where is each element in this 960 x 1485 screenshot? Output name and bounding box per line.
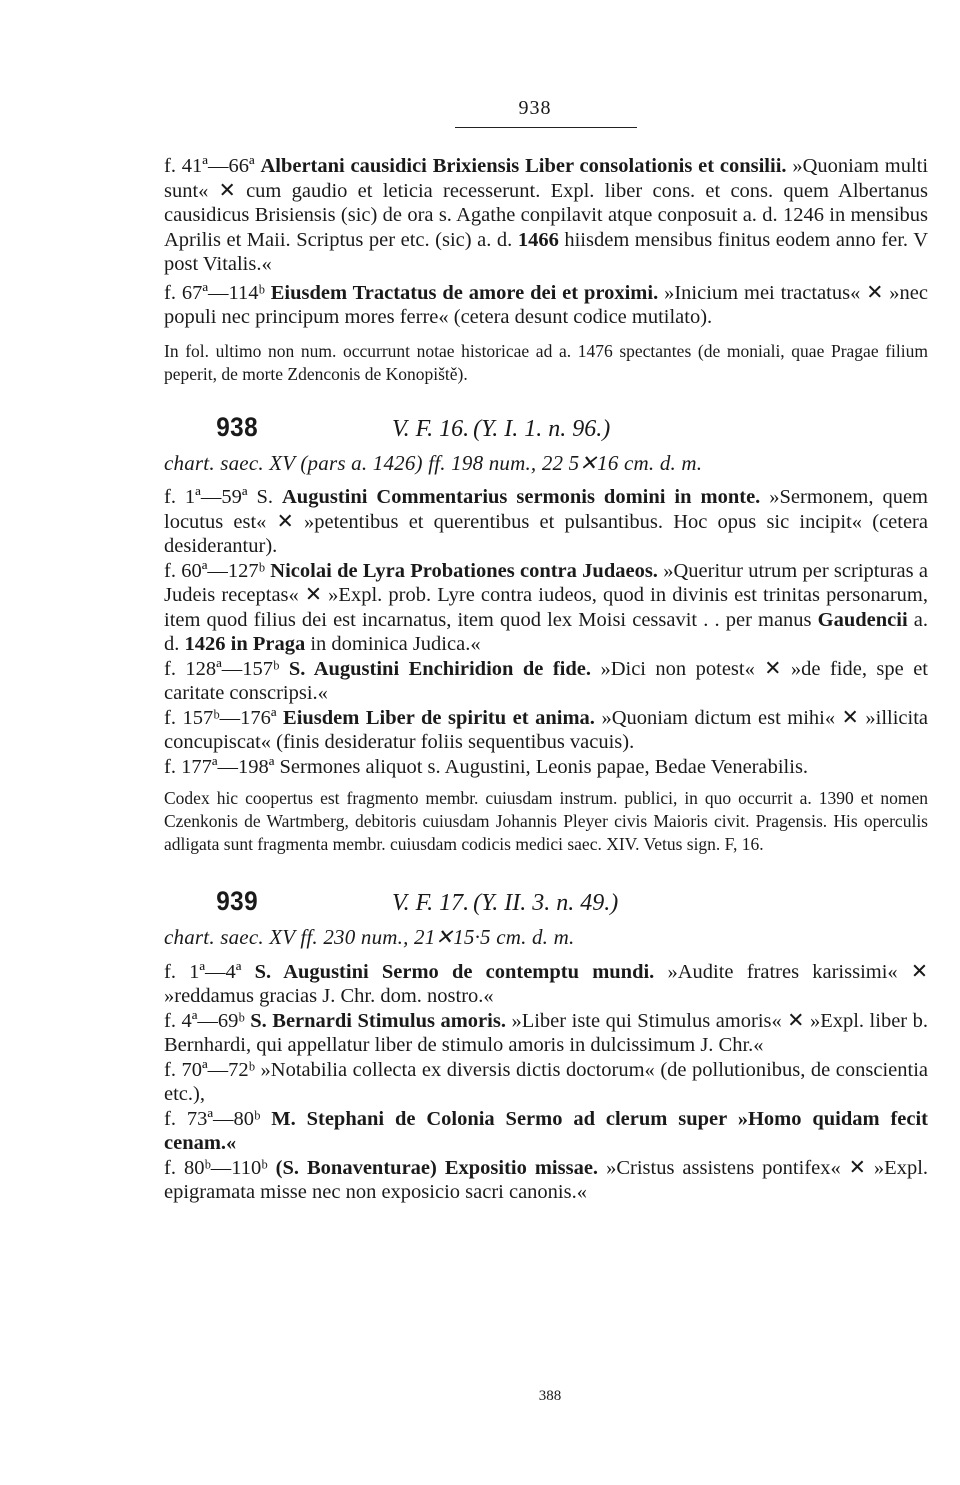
item-939-2 bbox=[164, 1009, 928, 1058]
work-title: Eiusdem Liber de spiritu et anima. bbox=[283, 706, 595, 729]
item-text: »Notabilia collecta ex diversis dictis doctorum« (de pollutionibus, de conscientia etc.), bbox=[164, 1058, 928, 1105]
item-text: hiisdem mensibus finitus eodem anno fer. V post Vitalis.« bbox=[164, 228, 928, 275]
item-text: »Inicium mei tractatus« ✕ »nec populi nec principum mores ferre« (cetera desunt codice mutilato). bbox=[164, 281, 929, 328]
folio-ref: f. 4ª—69ᵇ bbox=[164, 1009, 245, 1032]
shelfmark: V. F. 16. bbox=[392, 415, 470, 442]
folio-ref: f. 80ᵇ—110ᵇ bbox=[164, 1156, 268, 1179]
note-938 bbox=[164, 787, 928, 856]
item-938-5 bbox=[164, 755, 928, 780]
work-title: (S. Bonaventurae) Expositio missae. bbox=[275, 1156, 599, 1179]
bold-name: Gaudencii bbox=[817, 608, 908, 631]
work-title: S. Augustini Sermo de contemptu mundi. bbox=[254, 960, 655, 983]
item-text: »Dici non potest« ✕ »de fide, spe et caritate conscripsi.« bbox=[164, 657, 928, 704]
item-prev-1 bbox=[164, 154, 928, 277]
item-939-4 bbox=[164, 1107, 928, 1156]
item-text: a. d. bbox=[164, 608, 928, 655]
work-title: Augustini Commentarius sermonis domini in monte. bbox=[282, 486, 761, 508]
page-number-header: 938 bbox=[518, 97, 552, 119]
page-body bbox=[164, 92, 928, 1205]
work-title: S. Bernardi Stimulus amoris. bbox=[250, 1009, 506, 1032]
item-prev-2 bbox=[164, 281, 928, 330]
physical-description: chart. saec. XV (pars a. 1426) ff. 198 num., 22 5✕16 cm. d. m. bbox=[164, 450, 703, 475]
bold-year: 1466 bbox=[517, 228, 559, 251]
work-title: M. Stephani de Colonia Sermo ad clerum super »Homo quidam fecit cenam.« bbox=[164, 1107, 929, 1154]
work-title: Albertani causidici Brixiensis Liber consolationis et consilii. bbox=[260, 155, 787, 177]
item-text: Sermones aliquot s. Augustini, Leonis papae, Bedae Venerabilis. bbox=[279, 755, 809, 778]
folio-ref: f. 1ª—4ª bbox=[164, 960, 242, 983]
old-shelfmark: (Y. II. 3. n. 49.) bbox=[473, 890, 619, 916]
shelfmark: V. F. 17. bbox=[392, 890, 470, 916]
folio-ref: f. 67ª—114ᵇ bbox=[164, 281, 265, 304]
entry-number: 939 bbox=[216, 886, 259, 916]
item-text: »Cristus assistens pontifex« ✕ »Expl. epigramata misse nec non exposicio sacri canonis.« bbox=[164, 1156, 929, 1203]
folio-ref: f. 157ᵇ—176ª bbox=[164, 706, 277, 729]
item-text: »Quoniam multi sunt« ✕ cum gaudio et leticia recesserunt. Expl. liber cons. et cons. quem Albertanus causidicus Brisiensis (sic) de ora s. Agathe conpilavit atque conposuit a. d. 1246 in mensibus Aprilis et Maii. Scriptus per etc. (sic) a. d. bbox=[164, 155, 929, 251]
entry-938-head bbox=[164, 412, 928, 443]
physical-description: chart. saec. XV ff. 230 num., 21✕15·5 cm. d. m. bbox=[164, 925, 575, 949]
folio-ref: f. 1ª—59ª bbox=[164, 486, 248, 508]
entry-939-head bbox=[164, 886, 928, 917]
item-text: in dominica Judica.« bbox=[305, 633, 481, 655]
work-title: Eiusdem Tractatus de amore dei et proximi. bbox=[270, 281, 659, 304]
folio-ref: f. 177ª—198ª bbox=[164, 755, 275, 778]
item-938-2 bbox=[164, 559, 928, 657]
folio-ref: f. 128ª—157ᵇ bbox=[164, 657, 280, 680]
item-939-1 bbox=[164, 960, 928, 1009]
page-number-footer: 388 bbox=[538, 1388, 562, 1404]
old-shelfmark: (Y. I. 1. n. 96.) bbox=[473, 415, 611, 442]
folio-ref: f. 70ª—72ᵇ bbox=[164, 1058, 255, 1081]
note-prev bbox=[164, 340, 928, 386]
item-938-1 bbox=[164, 485, 928, 559]
work-title: Nicolai de Lyra Probationes contra Judaeos. bbox=[270, 559, 658, 582]
item-938-4 bbox=[164, 706, 928, 755]
item-prefix: S. bbox=[256, 486, 274, 508]
item-text: »Sermonem, quem locutus est« ✕ »petentibus et querentibus et pulsantibus. Hoc opus sic incipit« (cetera desiderantur). bbox=[164, 486, 928, 557]
folio-ref: f. 41ª—66ª bbox=[164, 155, 255, 177]
item-939-3 bbox=[164, 1058, 928, 1107]
entry-number: 938 bbox=[216, 411, 259, 442]
item-text: »Queritur utrum per scripturas a Judeis receptas« ✕ »Expl. prob. Lyre contra iudeos, quod in divinis est trinitas personarum, item quod filius dei est incarnatus, item quod lex Moisi cessavit . . per manus bbox=[164, 559, 929, 631]
bold-year: 1426 in Praga bbox=[184, 633, 306, 655]
note-text: In fol. ultimo non num. occurrunt notae historicae ad a. 1476 spectantes (de moniali, quae Pragae filium peperit, de morte Zdenconis de Konopiště). bbox=[164, 340, 928, 384]
folio-ref: f. 60ª—127ᵇ bbox=[164, 559, 265, 582]
item-938-3 bbox=[164, 657, 928, 706]
item-939-5 bbox=[164, 1156, 928, 1205]
item-text: »Quoniam dictum est mihi« ✕ »illicita concupiscat« (finis desideratur foliis sequentibus vacuis). bbox=[164, 706, 928, 753]
item-text: »Liber iste qui Stimulus amoris« ✕ »Expl. liber b. Bernhardi, qui appellatur liber de stimulo amoris in dulcissimum J. Chr.« bbox=[164, 1009, 928, 1056]
note-text: Codex hic coopertus est fragmento membr. cuiusdam instrum. publici, in quo occurrit a. 1390 et nomen Czenkonis de Wartmberg, debitoris cuiusdam Johannis Pleyer civis Maioris civit. Pragensis. His operculis adligata sunt fragmenta membr. cuiusdam codicis medici saec. XIV. Vetus sign. F, 16. bbox=[164, 788, 928, 854]
work-title: S. Augustini Enchiridion de fide. bbox=[288, 657, 591, 680]
item-text: »Audite fratres karissimi« ✕ »reddamus gracias J. Chr. dom. nostro.« bbox=[164, 960, 929, 1007]
folio-ref: f. 73ª—80ᵇ bbox=[164, 1107, 261, 1130]
